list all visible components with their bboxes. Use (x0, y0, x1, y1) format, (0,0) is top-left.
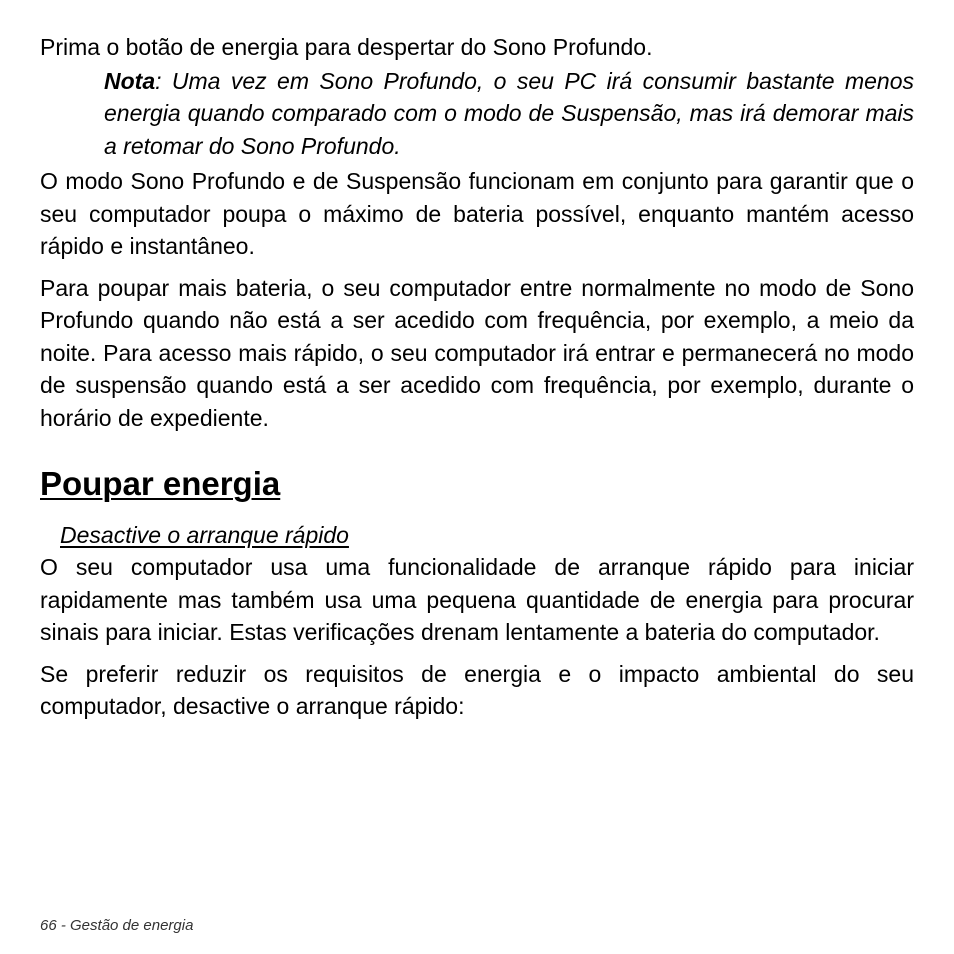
note-label: Nota (104, 67, 156, 94)
paragraph-wake: Prima o botão de energia para despertar do Sono Profundo. (40, 34, 653, 60)
paragraph-reduce-requirements: Se preferir reduzir os requisitos de energia e o impacto ambiental do seu computador, desactive o arranque rápido: (40, 660, 914, 719)
page-content (40, 31, 914, 723)
section-title: Poupar energia (40, 465, 281, 502)
paragraph-fast-startup: O seu computador usa uma funcionalidade de arranque rápido para iniciar rapidamente mas também usa uma pequena quantidade de energia para procurar sinais para iniciar. Estas verificações drenam lentamente a bateria do computador. (40, 554, 914, 645)
note-paragraph (104, 65, 914, 163)
page-footer: 66 - Gestão de energia (40, 917, 194, 934)
paragraph-save-battery: Para poupar mais bateria, o seu computador entre normalmente no modo de Sono Profundo quando não está a ser acedido com frequência, por exemplo, a meio da noite. Para acesso mais rápido, o seu computador irá entrar e permanecerá no modo de suspensão quando está a ser acedido com frequência, por exemplo, durante o horário de expediente. (40, 274, 914, 431)
paragraph-combined-modes: O modo Sono Profundo e de Suspensão funcionam em conjunto para garantir que o seu computador poupa o máximo de bateria possível, enquanto mantém acesso rápido e instantâneo. (40, 168, 914, 259)
note-text: : Uma vez em Sono Profundo, o seu PC irá consumir bastante menos energia quando comparado com o modo de Suspensão, mas irá demorar mais a retomar do Sono Profundo. (104, 67, 914, 159)
subheading-link[interactable]: Desactive o arranque rápido (60, 522, 349, 548)
